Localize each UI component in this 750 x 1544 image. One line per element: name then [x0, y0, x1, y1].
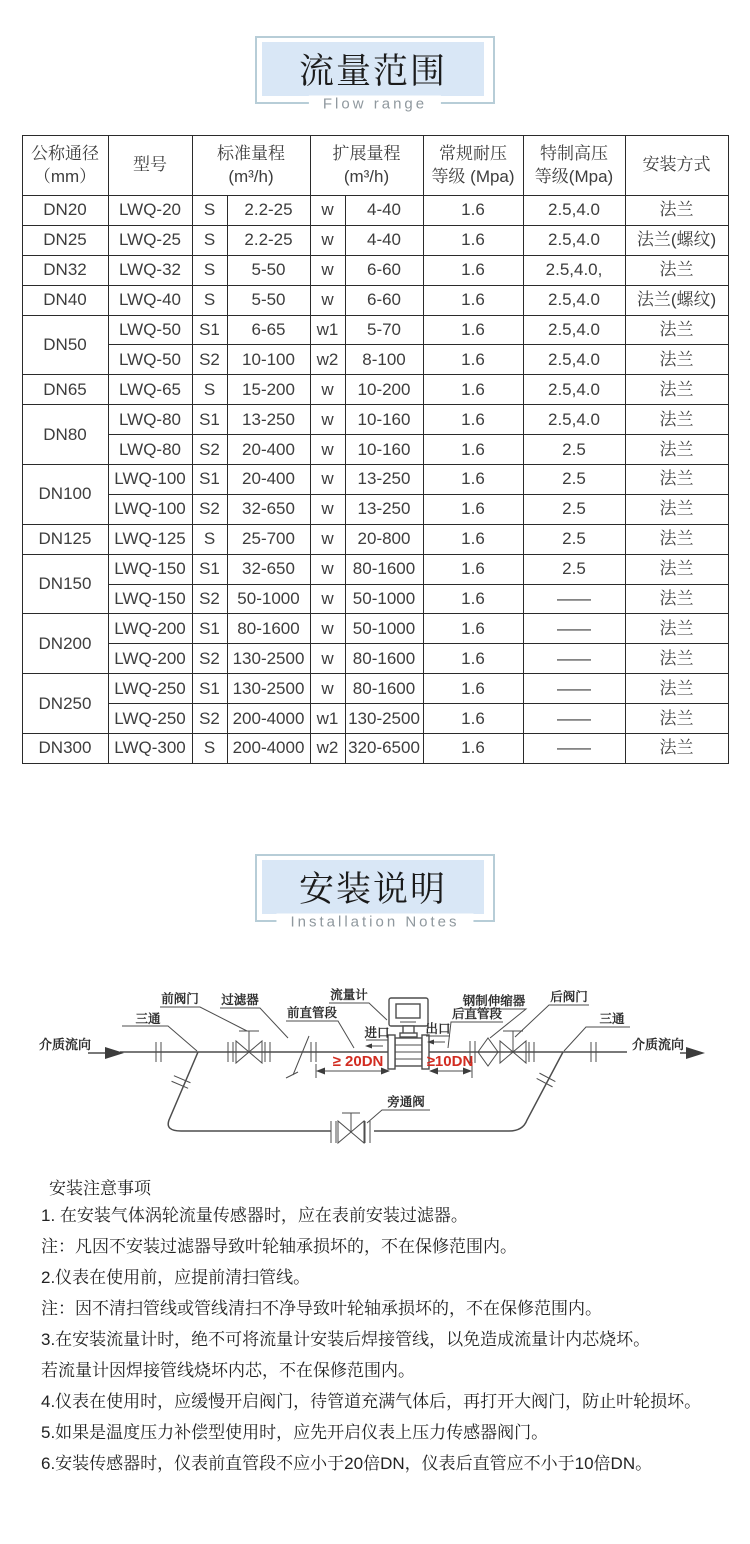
cell-pressure: 1.6: [423, 255, 523, 285]
tee-right-leader: [564, 1027, 630, 1051]
table-row: [22, 465, 728, 495]
cell-extended-code: w: [310, 494, 345, 524]
cell-install: 法兰: [625, 704, 728, 734]
cell-extended-code: w: [310, 644, 345, 674]
cell-standard-range: 200-4000: [227, 704, 310, 734]
cell-diameter: DN65: [22, 375, 108, 405]
cell-standard-code: S: [192, 375, 227, 405]
cell-standard-range: 130-2500: [227, 644, 310, 674]
cell-pressure: 1.6: [423, 554, 523, 584]
cell-high-pressure: ——: [523, 644, 625, 674]
cell-install: 法兰: [625, 435, 728, 465]
cell-standard-code: S: [192, 734, 227, 764]
table-row: [22, 375, 728, 405]
bypass-valve-leader: [367, 1110, 430, 1123]
cell-high-pressure: 2.5: [523, 524, 625, 554]
cell-install: 法兰: [625, 644, 728, 674]
cell-extended-range: 80-1600: [345, 644, 423, 674]
cell-model: LWQ-150: [108, 584, 192, 614]
cell-standard-code: S: [192, 225, 227, 255]
cell-extended-range: 320-6500: [345, 734, 423, 764]
cell-extended-range: 8-100: [345, 345, 423, 375]
cell-standard-range: 5-50: [227, 255, 310, 285]
cell-standard-range: 13-250: [227, 405, 310, 435]
cell-diameter: DN40: [22, 285, 108, 315]
cell-extended-code: w: [310, 465, 345, 495]
cell-standard-code: S1: [192, 405, 227, 435]
cell-pressure: 1.6: [423, 494, 523, 524]
cell-pressure: 1.6: [423, 704, 523, 734]
cell-extended-range: 5-70: [345, 315, 423, 345]
table-row: [22, 644, 728, 674]
cell-pressure: 1.6: [423, 405, 523, 435]
table-row: [22, 435, 728, 465]
cell-standard-range: 50-1000: [227, 584, 310, 614]
flow-arrow-left-icon: [105, 1047, 124, 1059]
rear-valve-leader: [515, 1005, 589, 1037]
outlet-arrow-icon: [427, 1039, 445, 1044]
cell-install: 法兰: [625, 255, 728, 285]
expansion-joint-label: 钢制伸缩器: [462, 993, 526, 1008]
header-diameter-line2: （mm）: [33, 166, 97, 186]
bypass-valve-icon: [331, 1113, 370, 1143]
cell-model: LWQ-32: [108, 255, 192, 285]
cell-extended-range: 6-60: [345, 255, 423, 285]
cell-diameter: DN80: [22, 405, 108, 465]
cell-extended-code: w1: [310, 704, 345, 734]
header-pressure: [423, 136, 523, 196]
cell-install: 法兰(螺纹): [625, 285, 728, 315]
cell-install: 法兰: [625, 584, 728, 614]
filter-icon: [286, 1036, 309, 1078]
cell-standard-code: S1: [192, 554, 227, 584]
cell-extended-range: 13-250: [345, 465, 423, 495]
cell-high-pressure: 2.5,4.0: [523, 375, 625, 405]
cell-standard-code: S: [192, 524, 227, 554]
cell-diameter: DN100: [22, 465, 108, 525]
cell-high-pressure: ——: [523, 704, 625, 734]
cell-high-pressure: ——: [523, 734, 625, 764]
cell-diameter: DN250: [22, 674, 108, 734]
cell-install: 法兰: [625, 315, 728, 345]
cell-extended-range: 20-800: [345, 524, 423, 554]
header-model: [108, 136, 192, 196]
cell-extended-range: 130-2500: [345, 704, 423, 734]
cell-standard-code: S2: [192, 494, 227, 524]
cell-install: 法兰: [625, 674, 728, 704]
cell-standard-range: 25-700: [227, 524, 310, 554]
flow-range-subtitle: Flow range: [309, 96, 441, 113]
table-row: [22, 734, 728, 764]
cell-extended-code: w: [310, 674, 345, 704]
cell-extended-code: w: [310, 614, 345, 644]
cell-pressure: 1.6: [423, 375, 523, 405]
cell-extended-range: 80-1600: [345, 554, 423, 584]
cell-high-pressure: ——: [523, 674, 625, 704]
note-item: 3.在安装流量计时，绝不可将流量计安装后焊接管线，以免造成流量计内芯烧坏。: [41, 1329, 651, 1349]
flow-meter-leader: [329, 1003, 387, 1020]
cell-standard-code: S: [192, 255, 227, 285]
flow-direction-left-label: 介质流向: [38, 1036, 92, 1052]
cell-diameter: DN150: [22, 554, 108, 614]
cell-extended-code: w2: [310, 345, 345, 375]
cell-extended-range: 10-160: [345, 435, 423, 465]
cell-diameter: DN20: [22, 196, 108, 226]
header-extended-line1: 扩展量程: [332, 144, 401, 164]
cell-diameter: DN25: [22, 225, 108, 255]
cell-install: 法兰: [625, 614, 728, 644]
header-install-label: 安装方式: [642, 155, 711, 175]
table-row: [22, 255, 728, 285]
cell-standard-range: 6-65: [227, 315, 310, 345]
header-pressure-line2: 等级 (Mpa): [431, 166, 515, 186]
cell-standard-range: 32-650: [227, 554, 310, 584]
bypass-pipe-left: [168, 1052, 331, 1131]
table-row: [22, 584, 728, 614]
flow-range-table: [22, 135, 729, 764]
flow-meter-label: 流量计: [330, 987, 368, 1002]
tee-left-label: 三通: [135, 1011, 161, 1026]
cell-model: LWQ-80: [108, 405, 192, 435]
installation-title: 安装说明: [298, 869, 447, 909]
cell-model: LWQ-250: [108, 674, 192, 704]
header-pressure-line1: 常规耐压: [439, 144, 507, 164]
cell-standard-code: S1: [192, 465, 227, 495]
cell-extended-code: w: [310, 584, 345, 614]
cell-high-pressure: ——: [523, 584, 625, 614]
header-extended-range: [310, 136, 423, 196]
dimension-rear-label: ≥10DN: [426, 1052, 474, 1070]
cell-standard-range: 2.2-25: [227, 225, 310, 255]
table-row: [22, 524, 728, 554]
cell-model: LWQ-20: [108, 196, 192, 226]
cell-standard-range: 2.2-25: [227, 196, 310, 226]
cell-pressure: 1.6: [423, 734, 523, 764]
inlet-label: 进口: [364, 1025, 390, 1040]
header-standard-line1: 标准量程: [217, 144, 285, 164]
table-row: [22, 285, 728, 315]
cell-high-pressure: 2.5,4.0: [523, 315, 625, 345]
cell-high-pressure: 2.5,4.0: [523, 345, 625, 375]
cell-high-pressure: 2.5,4.0: [523, 405, 625, 435]
cell-model: LWQ-300: [108, 734, 192, 764]
cell-pressure: 1.6: [423, 435, 523, 465]
inlet-arrow-icon: [365, 1043, 383, 1048]
header-standard-range: [192, 136, 310, 196]
cell-standard-range: 32-650: [227, 494, 310, 524]
cell-pressure: 1.6: [423, 465, 523, 495]
header-diameter: [22, 136, 108, 196]
cell-model: LWQ-200: [108, 644, 192, 674]
cell-high-pressure: 2.5: [523, 554, 625, 584]
cell-model: LWQ-80: [108, 435, 192, 465]
cell-diameter: DN50: [22, 315, 108, 375]
cell-extended-code: w: [310, 285, 345, 315]
cell-install: 法兰: [625, 494, 728, 524]
cell-high-pressure: 2.5,4.0,: [523, 255, 625, 285]
cell-extended-code: w: [310, 554, 345, 584]
cell-standard-range: 130-2500: [227, 674, 310, 704]
table-row: [22, 315, 728, 345]
cell-standard-range: 20-400: [227, 465, 310, 495]
filter-leader: [220, 1008, 288, 1038]
cell-pressure: 1.6: [423, 345, 523, 375]
cell-install: 法兰: [625, 196, 728, 226]
note-item: 注：因不清扫管线或管线清扫不净导致叶轮轴承损坏的，不在保修范围内。: [41, 1298, 602, 1318]
cell-high-pressure: ——: [523, 614, 625, 644]
cell-model: LWQ-65: [108, 375, 192, 405]
cell-pressure: 1.6: [423, 225, 523, 255]
cell-extended-range: 10-200: [345, 375, 423, 405]
cell-extended-range: 13-250: [345, 494, 423, 524]
cell-high-pressure: 2.5: [523, 494, 625, 524]
cell-model: LWQ-100: [108, 465, 192, 495]
flow-direction-right-label: 介质流向: [631, 1036, 685, 1052]
installation-title-box: [262, 860, 484, 914]
flow-range-table-body: [22, 196, 728, 764]
cell-standard-code: S2: [192, 644, 227, 674]
cell-standard-code: S: [192, 285, 227, 315]
cell-model: LWQ-50: [108, 315, 192, 345]
notes-title: 安装注意事项: [49, 1178, 151, 1198]
front-straight-label: 前直管段: [286, 1005, 338, 1020]
header-model-label: 型号: [133, 155, 167, 175]
table-row: [22, 405, 728, 435]
note-item: 注：凡因不安装过滤器导致叶轮轴承损坏的，不在保修范围内。: [41, 1236, 517, 1256]
front-valve-label: 前阀门: [161, 991, 199, 1006]
cell-extended-range: 80-1600: [345, 674, 423, 704]
cell-install: 法兰(螺纹): [625, 225, 728, 255]
cell-pressure: 1.6: [423, 315, 523, 345]
cell-extended-range: 6-60: [345, 285, 423, 315]
cell-install: 法兰: [625, 465, 728, 495]
cell-model: LWQ-100: [108, 494, 192, 524]
cell-extended-range: 4-40: [345, 225, 423, 255]
cell-extended-code: w2: [310, 734, 345, 764]
table-row: [22, 704, 728, 734]
cell-diameter: DN32: [22, 255, 108, 285]
cell-model: LWQ-200: [108, 614, 192, 644]
cell-extended-code: w: [310, 524, 345, 554]
cell-standard-code: S1: [192, 674, 227, 704]
cell-extended-code: w: [310, 196, 345, 226]
front-valve-leader: [160, 1007, 247, 1031]
cell-extended-range: 50-1000: [345, 614, 423, 644]
cell-standard-range: 200-4000: [227, 734, 310, 764]
header-standard-line2: (m³/h): [228, 166, 274, 186]
cell-diameter: DN200: [22, 614, 108, 674]
cell-extended-code: w: [310, 435, 345, 465]
cell-extended-code: w: [310, 255, 345, 285]
table-row: [22, 196, 728, 226]
flow-meter-icon: [388, 998, 429, 1069]
cell-pressure: 1.6: [423, 524, 523, 554]
front-straight-leader: [286, 1021, 354, 1048]
header-high-pressure-line1: 特制高压: [540, 144, 608, 164]
cell-standard-range: 5-50: [227, 285, 310, 315]
cell-model: LWQ-50: [108, 345, 192, 375]
cell-standard-range: 80-1600: [227, 614, 310, 644]
installation-notes: [41, 1174, 731, 1484]
cell-high-pressure: 2.5: [523, 465, 625, 495]
header-diameter-line1: 公称通径: [31, 144, 99, 164]
cell-install: 法兰: [625, 524, 728, 554]
cell-standard-code: S2: [192, 704, 227, 734]
cell-high-pressure: 2.5: [523, 435, 625, 465]
front-valve-icon: [228, 1031, 270, 1063]
cell-extended-range: 4-40: [345, 196, 423, 226]
cell-install: 法兰: [625, 405, 728, 435]
cell-pressure: 1.6: [423, 674, 523, 704]
note-item: 4.仪表在使用时，应缓慢开启阀门，待管道充满气体后，再打开大阀门，防止叶轮损坏。: [41, 1391, 702, 1411]
flow-arrow-right-icon: [686, 1047, 705, 1059]
header-high-pressure-line2: 等级(Mpa): [534, 166, 614, 186]
cell-install: 法兰: [625, 345, 728, 375]
filter-label: 过滤器: [221, 992, 259, 1007]
flow-range-title-box: [262, 42, 484, 96]
cell-install: 法兰: [625, 375, 728, 405]
note-item: 2.仪表在使用前，应提前清扫管线。: [41, 1267, 311, 1287]
installation-section-header: [255, 854, 495, 931]
cell-diameter: DN300: [22, 734, 108, 764]
note-item: 若流量计因焊接管线烧坏内芯，不在保修范围内。: [41, 1360, 415, 1380]
tee-right-label: 三通: [599, 1011, 625, 1026]
cell-diameter: DN125: [22, 524, 108, 554]
cell-extended-code: w: [310, 225, 345, 255]
dimension-front-label: ≥ 20DN: [332, 1052, 384, 1070]
cell-model: LWQ-125: [108, 524, 192, 554]
cell-standard-range: 15-200: [227, 375, 310, 405]
cell-extended-range: 10-160: [345, 405, 423, 435]
bypass-valve-label: 旁通阀: [387, 1094, 425, 1109]
cell-standard-range: 10-100: [227, 345, 310, 375]
cell-pressure: 1.6: [423, 644, 523, 674]
installation-subtitle: Installation Notes: [276, 913, 473, 930]
rear-straight-label: 后直管段: [451, 1006, 503, 1021]
installation-diagram: [20, 974, 730, 1159]
cell-standard-code: S1: [192, 614, 227, 644]
table-header-row: [22, 136, 728, 196]
note-item: 5.如果是温度压力补偿型使用时，应先开启仪表上压力传感器阀门。: [41, 1422, 549, 1442]
header-install: [625, 136, 728, 196]
header-high-pressure: [523, 136, 625, 196]
cell-model: LWQ-25: [108, 225, 192, 255]
header-extended-line2: (m³/h): [343, 166, 390, 186]
cell-extended-code: w1: [310, 315, 345, 345]
cell-install: 法兰: [625, 554, 728, 584]
cell-extended-code: w: [310, 375, 345, 405]
cell-standard-code: S2: [192, 345, 227, 375]
flow-range-section-header: [255, 36, 495, 113]
cell-pressure: 1.6: [423, 285, 523, 315]
cell-high-pressure: 2.5,4.0: [523, 285, 625, 315]
cell-model: LWQ-150: [108, 554, 192, 584]
cell-install: 法兰: [625, 734, 728, 764]
cell-model: LWQ-40: [108, 285, 192, 315]
cell-standard-code: S: [192, 196, 227, 226]
table-row: [22, 554, 728, 584]
rear-valve-label: 后阀门: [550, 989, 588, 1004]
table-row: [22, 225, 728, 255]
table-row: [22, 494, 728, 524]
cell-extended-code: w: [310, 405, 345, 435]
outlet-label: 出口: [425, 1021, 451, 1036]
table-row: [22, 674, 728, 704]
cell-model: LWQ-250: [108, 704, 192, 734]
table-row: [22, 345, 728, 375]
cell-high-pressure: 2.5,4.0: [523, 196, 625, 226]
cell-extended-range: 50-1000: [345, 584, 423, 614]
cell-standard-range: 20-400: [227, 435, 310, 465]
note-item: 6.安装传感器时，仪表前直管段不应小于20倍DN，仪表后直管应不小于10倍DN。: [41, 1453, 653, 1473]
note-item: 1. 在安装气体涡轮流量传感器时，应在表前安装过滤器。: [41, 1205, 468, 1225]
cell-high-pressure: 2.5,4.0: [523, 225, 625, 255]
tee-left-leader: [122, 1026, 197, 1051]
cell-standard-code: S2: [192, 584, 227, 614]
cell-pressure: 1.6: [423, 584, 523, 614]
flow-range-title: 流量范围: [298, 52, 447, 91]
cell-pressure: 1.6: [423, 196, 523, 226]
cell-standard-code: S1: [192, 315, 227, 345]
cell-standard-code: S2: [192, 435, 227, 465]
cell-pressure: 1.6: [423, 614, 523, 644]
table-row: [22, 614, 728, 644]
